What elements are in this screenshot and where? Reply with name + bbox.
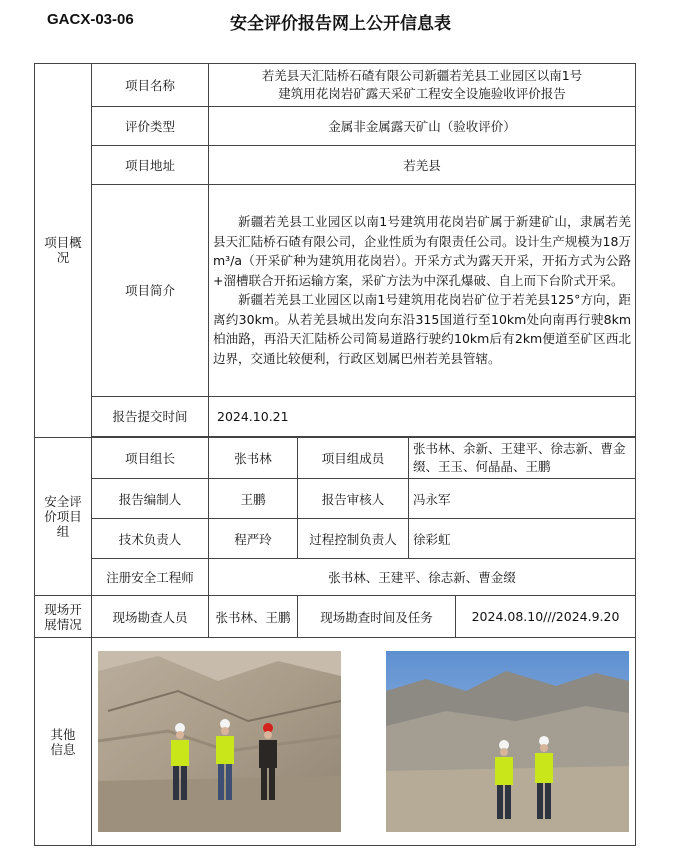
document-code: GACX-03-06 [47,11,134,28]
survey-time-value: 2024.08.10///2024.9.20 [456,596,636,638]
section-other-info: 其他信息 [35,638,92,846]
tech-lead-label: 技术负责人 [92,519,209,558]
tech-lead-value: 程严玲 [209,519,298,558]
section-evaluation-team: 安全评价项目组 [35,437,92,595]
members-label: 项目组成员 [298,437,409,478]
surveyor-label: 现场勘查人员 [92,596,209,638]
survey-time-label: 现场勘查时间及任务 [298,596,456,638]
site-photos [92,638,636,846]
intro-label: 项目简介 [92,184,209,396]
address-value: 若羌县 [209,145,636,184]
page-title: 安全评价报告网上公开信息表 [230,14,451,34]
submit-date-value: 2024.10.21 [209,396,636,436]
site-photo-left [98,651,341,832]
leader-label: 项目组长 [92,437,209,478]
process-control-value: 徐彩虹 [409,519,636,558]
leader-value: 张书林 [209,437,298,478]
reviewer-label: 报告审核人 [298,479,409,519]
intro-paragraph-1: 新疆若羌县工业园区以南1号建筑用花岗岩矿属于新建矿山，隶属若羌县天汇陆桥石碴有限公司，企业性质为有限责任公司。设计生产规模为18万m³/a（开采矿种为建筑用花岗岩）。开采方式为露天开采，开拓方式为公路+溜槽联合开拓运输方案，采矿方法为中深孔爆破、自上而下台阶式开采。 [213,214,632,288]
intro-paragraph-2: 新疆若羌县工业园区以南1号建筑用花岗岩矿位于若羌县125°方向，距离约30km。从若羌县城出发向东沿315国道行至10km处向南再行驶8km柏油路，再沿天汇陆桥公司简易道路行驶约10km后有2km便道至矿区西北边界，交通比较便利，行政区划属巴州若羌县管辖。 [213,292,632,366]
section-site-work: 现场开展情况 [35,596,92,638]
intro-text [209,184,636,396]
info-table [34,63,636,846]
surveyor-value: 张书林、王鹏 [209,596,298,638]
submit-date-label: 报告提交时间 [92,396,209,436]
reviewer-value: 冯永军 [409,479,636,519]
safety-engineer-label: 注册安全工程师 [92,558,209,595]
eval-type-label: 评价类型 [92,107,209,145]
eval-type-value: 金属非金属露天矿山（验收评价） [209,107,636,145]
address-label: 项目地址 [92,145,209,184]
site-photo-right [386,651,629,832]
project-name-label: 项目名称 [92,64,209,107]
section-project-overview: 项目概况 [35,64,92,438]
safety-engineer-value: 张书林、王建平、徐志新、曹金缀 [209,558,636,595]
author-label: 报告编制人 [92,479,209,519]
members-value: 张书林、余新、王建平、徐志新、曹金缀、王玉、何晶晶、王鹏 [409,437,636,478]
author-value: 王鹏 [209,479,298,519]
project-name-value: 若羌县天汇陆桥石碴有限公司新疆若羌县工业园区以南1号 建筑用花岗岩矿露天采矿工程安全设施验收评价报告 [209,64,636,107]
process-control-label: 过程控制负责人 [298,519,409,558]
